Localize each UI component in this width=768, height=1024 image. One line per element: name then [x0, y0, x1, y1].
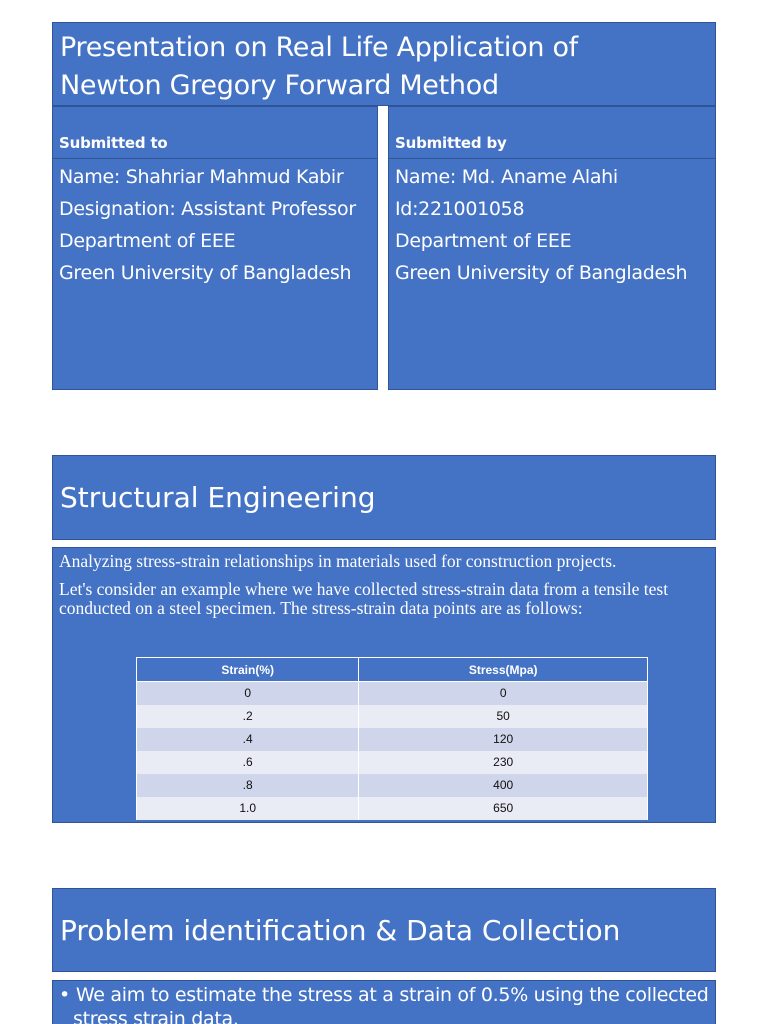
table-row [137, 682, 648, 705]
bullet-text-line2: stress strain data. [73, 1008, 239, 1024]
strain-cell: 1.0 [137, 797, 359, 820]
submitted-by-id: Id:221001058 [395, 198, 525, 220]
stress-cell: 50 [359, 705, 648, 728]
slide3-title: Problem identification & Data Collection [60, 914, 621, 947]
slide1-title-line2: Newton Gregory Forward Method [60, 70, 499, 101]
stress-cell: 120 [359, 728, 648, 751]
submitted-to-box [52, 106, 378, 390]
submitted-to-label: Submitted to [53, 107, 377, 159]
submitted-by-department: Department of EEE [395, 230, 572, 252]
submitted-to-university: Green University of Bangladesh [59, 262, 352, 284]
slide2-title: Structural Engineering [60, 481, 376, 514]
table-row [137, 774, 648, 797]
strain-cell: .2 [137, 705, 359, 728]
slide2-body-box [52, 547, 716, 823]
table-row [137, 705, 648, 728]
table-header-row [137, 658, 648, 682]
slide1-title-box [52, 22, 716, 106]
table-row [137, 751, 648, 774]
slide2-title-box [52, 455, 716, 540]
strain-cell: .6 [137, 751, 359, 774]
slide2-paragraph2: Let's consider an example where we have collected stress-strain data from a tensile test conducted on a steel specimen. The stress-strain data points are as follows: [59, 579, 669, 618]
table-row [137, 797, 648, 820]
stress-cell: 0 [359, 682, 648, 705]
submitted-to-designation: Designation: Assistant Professor [59, 198, 356, 220]
submitted-by-university: Green University of Bangladesh [395, 262, 688, 284]
submitted-by-label: Submitted by [389, 107, 715, 159]
submitted-by-name: Name: Md. Aname Alahi [395, 166, 618, 188]
submitted-by-box [388, 106, 716, 390]
submitted-to-name: Name: Shahriar Mahmud Kabir [59, 166, 344, 188]
submitted-by-info [389, 159, 715, 291]
bullet-dot-icon: • [59, 984, 70, 1006]
stress-cell: 650 [359, 797, 648, 820]
table-row [137, 728, 648, 751]
slide1-title-line1: Presentation on Real Life Application of [60, 32, 578, 63]
header-strain: Strain(%) [137, 658, 359, 682]
slide3-body-box [52, 980, 716, 1024]
submitted-to-info [53, 159, 377, 291]
strain-cell: 0 [137, 682, 359, 705]
stress-cell: 230 [359, 751, 648, 774]
bullet-text-line1: We aim to estimate the stress at a strain of 0.5% using the collected [75, 984, 709, 1006]
strain-cell: .8 [137, 774, 359, 797]
slide2-paragraph1: Analyzing stress-strain relationships in materials used for construction projects. [59, 551, 617, 571]
strain-cell: .4 [137, 728, 359, 751]
submitted-to-department: Department of EEE [59, 230, 236, 252]
bullet-item [59, 983, 709, 1007]
stress-strain-table [136, 657, 648, 820]
stress-cell: 400 [359, 774, 648, 797]
slide3-title-box [52, 888, 716, 972]
header-stress: Stress(Mpa) [359, 658, 648, 682]
